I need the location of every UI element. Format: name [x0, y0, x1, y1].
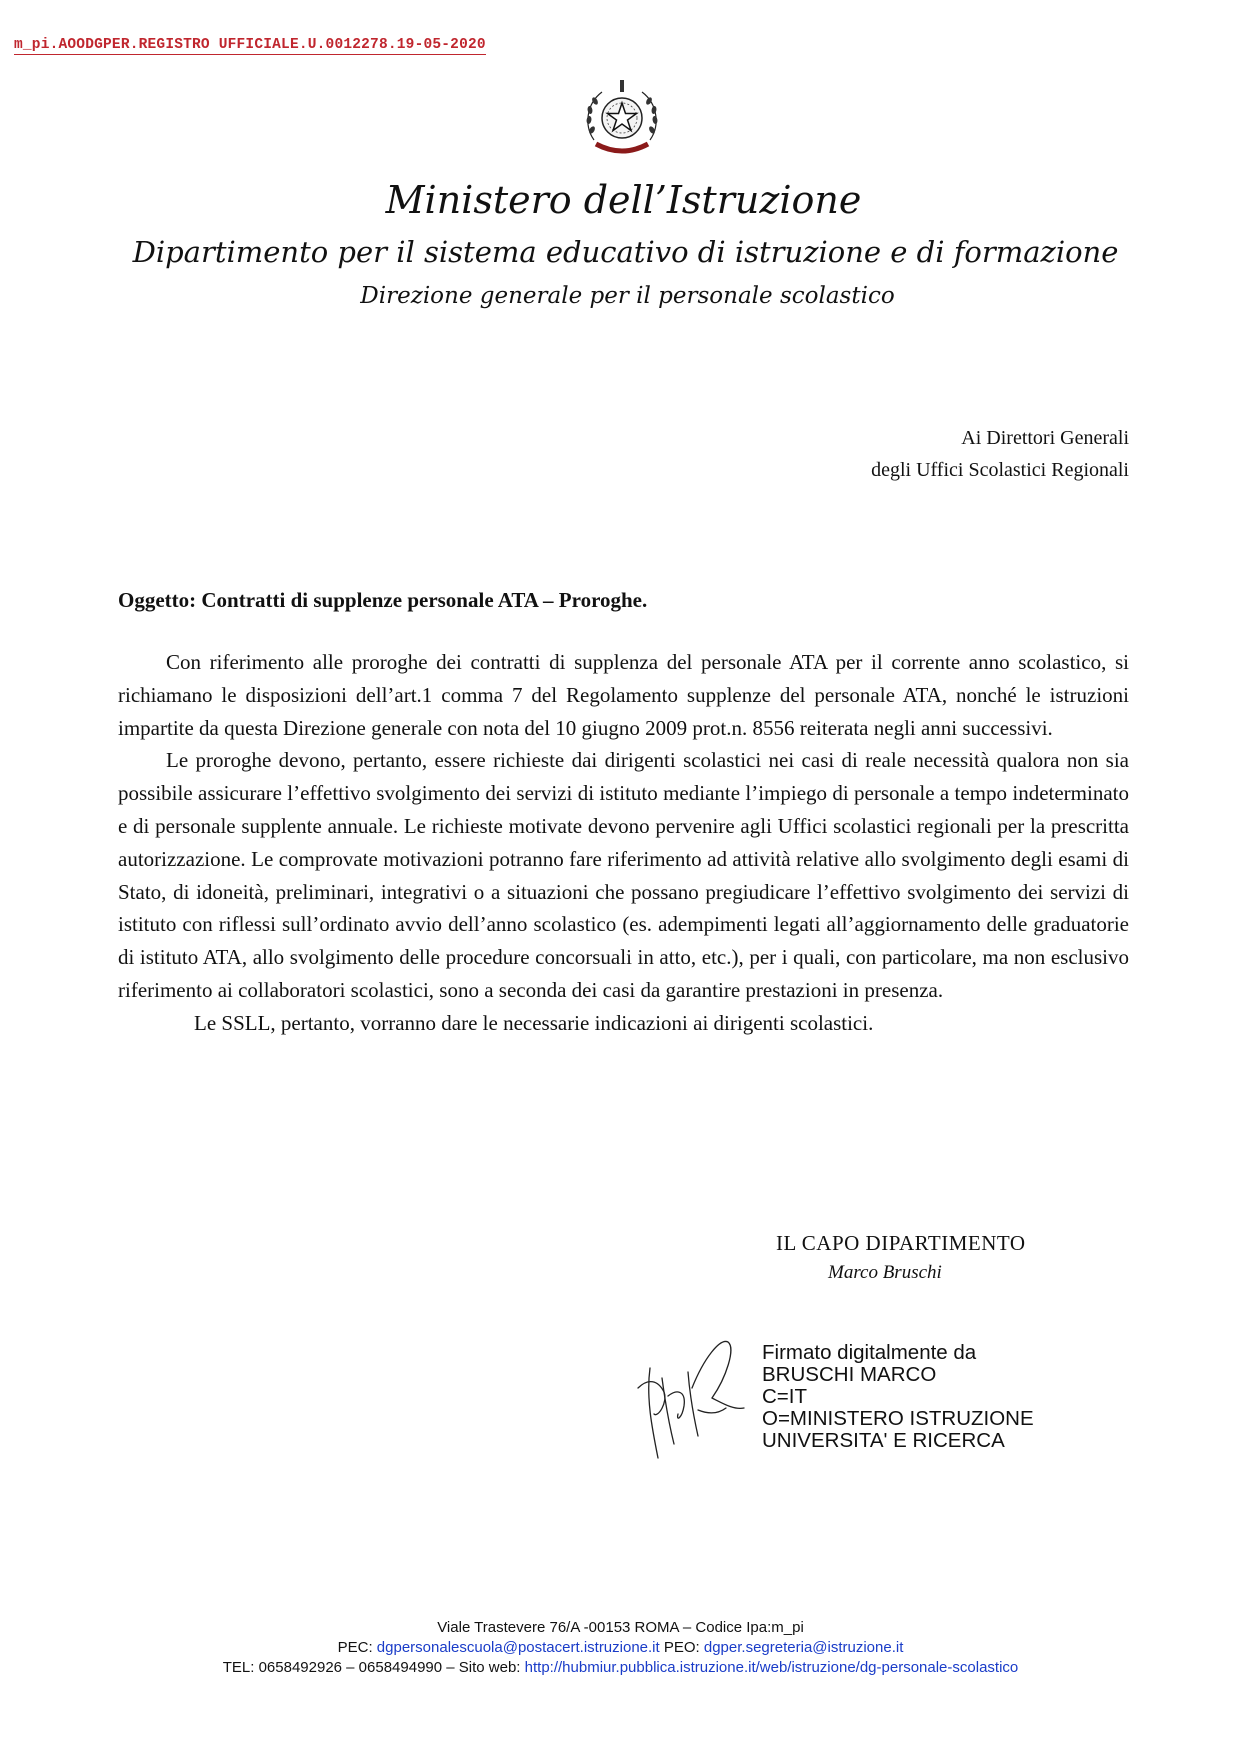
department-name: Dipartimento per il sistema educativo di istruzione e di formazione [132, 235, 1119, 269]
pec-email-link[interactable]: dgpersonalescuola@postacert.istruzione.it [376, 1639, 660, 1656]
website-link[interactable]: http://hubmiur.pubblica.istruzione.it/web/istruzione/dg-personale-scolastico [524, 1659, 1019, 1676]
footer-address: Viale Trastevere 76/A -00153 ROMA – Codice Ipa:m_pi [437, 1619, 804, 1636]
signer-block [776, 1228, 1025, 1288]
tel-label: TEL: 0658492926 – 0658494990 – Sito web: [222, 1659, 525, 1676]
letter-body [118, 646, 1129, 1040]
body-paragraph: Le SSLL, pertanto, vorranno dare le necessarie indicazioni ai dirigenti scolastici. [194, 1010, 874, 1035]
body-paragraph: Le proroghe devono, pertanto, essere richieste dai dirigenti scolastici nei casi di reale necessità qualora non sia possibile assicurare l’effettivo svolgimento dei servizi di istituto mediante l’impiego di personale a tempo indeterminato e di personale supplente annuale. Le richieste motivate devono pervenire agli Uffici scolastici regionali per la prescritta autorizzazione. Le comprovate motivazioni potranno fare riferimento ad attività relative allo svolgimento degli esami di Stato, di idoneità, preliminari, integrativi o a situazioni che possano pregiudicare l’effettivo svolgimento dei servizi di istituto con riflessi sull’ordinato avvio dell’anno scolastico (es. adempimenti legati all’aggiornamento delle graduatorie di istituto ATA, allo svolgimento delle procedure concorsuali in atto, etc.), per i quali, con particolare, ma non esclusivo riferimento ai collaboratori scolastici, sono a seconda dei casi da garantire prestazioni in presenza. [118, 748, 1129, 1002]
subject-line: Oggetto: Contratti di supplenze personale ATA – Proroghe. [118, 588, 648, 612]
recipients-block [871, 422, 1129, 486]
handwritten-signature-icon [628, 1318, 748, 1478]
peo-email-link[interactable]: dgper.segreteria@istruzione.it [703, 1639, 904, 1656]
signer-name: Marco Bruschi [828, 1262, 942, 1283]
digital-signature-line: UNIVERSITA' E RICERCA [762, 1429, 1005, 1452]
footer-contacts [0, 1638, 1241, 1658]
directorate-name: Direzione generale per il personale scolastico [360, 283, 895, 309]
peo-label: PEO: [659, 1639, 704, 1656]
protocol-number: m_pi.AOODGPER.REGISTRO UFFICIALE.U.0012278.19-05-2020 [14, 37, 486, 53]
digital-signature-line: O=MINISTERO ISTRUZIONE [762, 1407, 1034, 1430]
digital-signature-line: Firmato digitalmente da [762, 1341, 977, 1364]
signer-role: IL CAPO DIPARTIMENTO [776, 1231, 1026, 1255]
digital-signature-block [762, 1342, 1034, 1452]
pec-label: PEC: [337, 1639, 377, 1656]
footer [0, 1618, 1241, 1678]
italian-republic-emblem-icon [580, 78, 664, 162]
recipient-line: degli Uffici Scolastici Regionali [871, 459, 1129, 481]
body-paragraph: Con riferimento alle proroghe dei contratti di supplenza del personale ATA per il corrente anno scolastico, si richiamano le disposizioni dell’art.1 comma 7 del Regolamento supplenze del personale ATA, nonché le istruzioni impartite da questa Direzione generale con nota del 10 giugno 2009 prot.n. 8556 reiterata negli anni successivi. [118, 650, 1129, 740]
digital-signature-line: C=IT [762, 1385, 807, 1408]
ministry-name: Ministero dell’Istruzione [385, 178, 862, 222]
digital-signature-line: BRUSCHI MARCO [762, 1363, 937, 1386]
recipient-line: Ai Direttori Generali [961, 427, 1129, 449]
footer-phone-web [0, 1658, 1241, 1678]
